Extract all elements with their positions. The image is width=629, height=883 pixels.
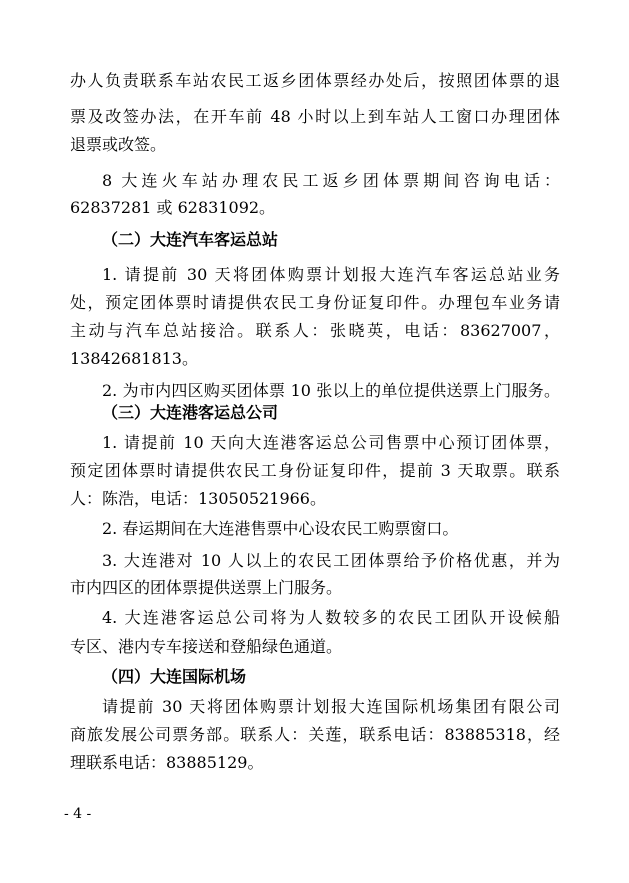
paragraph-line: 1. 请提前 10 天向大连港客运总公司售票中心预订团体票，: [102, 433, 560, 452]
paragraph-line: 2. 为市内四区购买团体票 10 张以上的单位提供送票上门服务。: [102, 381, 560, 400]
section-heading: （三）大连港客运总公司: [102, 403, 279, 422]
paragraph-line: 市内四区的团体票提供送票上门服务。: [70, 578, 343, 597]
paragraph-line: 票及改签办法，在开车前 48 小时以上到车站人工窗口办理团体: [70, 107, 560, 126]
section-heading: （二）大连汽车客运总站: [102, 230, 279, 249]
page-number: - 4 -: [64, 806, 92, 822]
paragraph-line: 主动与汽车总站接洽。联系人：张晓英，电话：83627007，: [70, 321, 560, 340]
paragraph-line: 2. 春运期间在大连港售票中心设农民工购票窗口。: [102, 519, 459, 538]
paragraph-line: 1. 请提前 30 天将团体购票计划报大连汽车客运总站业务: [102, 265, 560, 284]
paragraph-line: 商旅发展公司票务部。联系人：关莲，联系电话：83885318，经: [70, 725, 560, 744]
section-heading: （四）大连国际机场: [102, 667, 247, 686]
paragraph-line: 4. 大连港客运总公司将为人数较多的农民工团队开设候船: [102, 608, 560, 627]
paragraph-line: 退票或改签。: [70, 135, 167, 154]
paragraph-line: 专区、港内专车接送和登船绿色通道。: [70, 637, 343, 656]
paragraph-line: 3. 大连港对 10 人以上的农民工团体票给予价格优惠，并为: [102, 551, 560, 570]
paragraph-line: 8 大连火车站办理农民工返乡团体票期间咨询电话：: [102, 171, 560, 190]
paragraph-line: 13842681813。: [70, 349, 198, 368]
paragraph-line: 人：陈浩，电话：13050521966。: [70, 489, 326, 508]
paragraph-line: 办人负责联系车站农民工返乡团体票经办处后，按照团体票的退: [70, 71, 560, 90]
paragraph-line: 理联系电话：83885129。: [70, 753, 264, 772]
paragraph-line: 62837281 或 62831092。: [70, 198, 276, 217]
paragraph-line: 处，预定团体票时请提供农民工身份证复印件。办理包车业务请: [70, 293, 560, 312]
paragraph-line: 请提前 30 天将团体购票计划报大连国际机场集团有限公司: [102, 697, 560, 716]
paragraph-line: 预定团体票时请提供农民工身份证复印件，提前 3 天取票。联系: [70, 461, 560, 480]
